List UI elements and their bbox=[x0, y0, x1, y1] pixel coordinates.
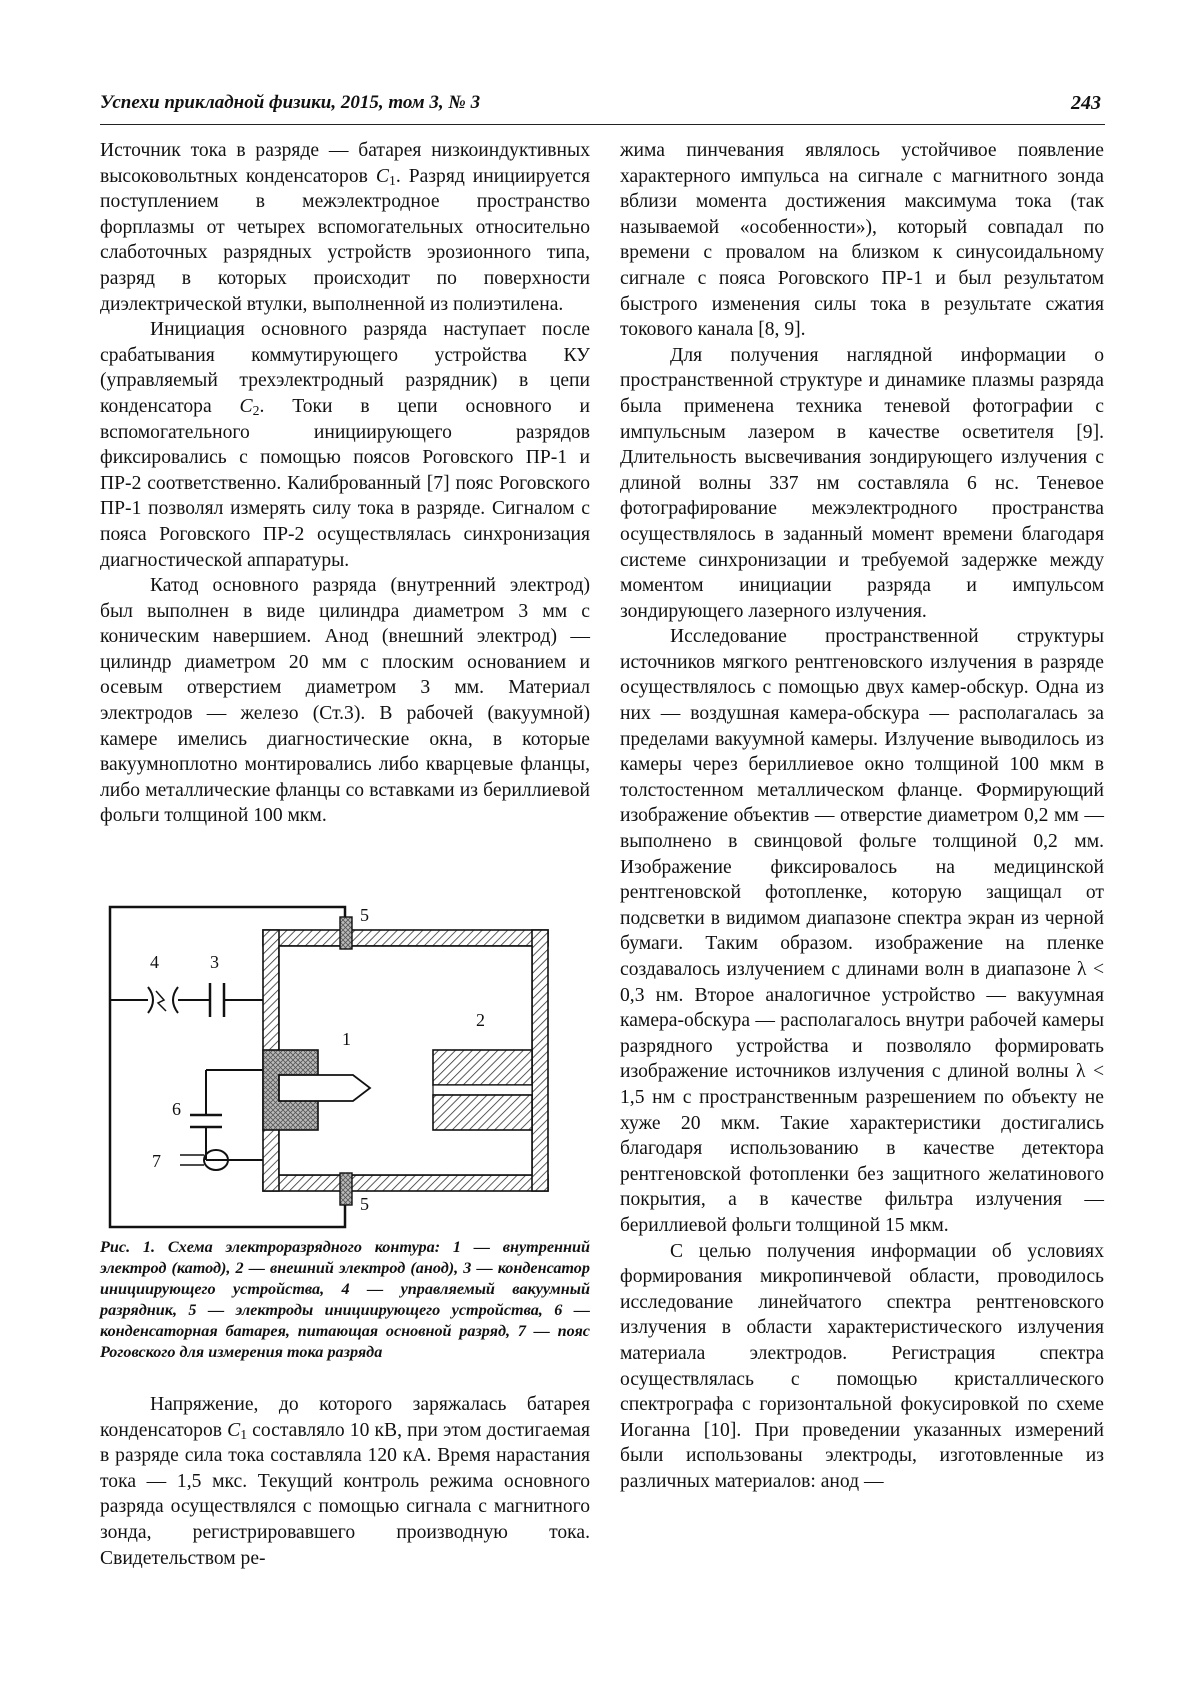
left-column-top bbox=[100, 138, 590, 829]
label-4: 4 bbox=[150, 952, 159, 972]
electrode-top bbox=[340, 917, 352, 949]
anode bbox=[433, 1050, 532, 1085]
paragraph: Катод основного разряда (внутренний электрод) был выполнен в виде цилиндра диаметром 3 мм с коническим навершием. Анод (внешний электрод) — цилиндр диаметром 20 мм с плоским основанием и осевым отверстием диаметром 3 мм. Материал электродов — железо (Ст.3). В рабочей (вакуумной) камере имелись диагностические окна, в которые вакуумноплотно монтировались либо кварцевые фланцы, либо металлические фланцы со вставками из бериллиевой фольги толщиной 100 мкм. bbox=[100, 575, 590, 827]
figure-caption: Рис. 1. Схема электроразрядного контура: 1 — внутренний электрод (катод), 2 — внешний электрод (анод), 3 — конденсатор инициирующего устройства, 4 — управляемый вакуумный разрядник, 5 — электроды инициирующего устройства, 6 — конденсаторная батарея, питающая основной разряд, 7 — пояс Роговского для измерения тока разряда bbox=[100, 1238, 590, 1361]
electrode-bottom bbox=[340, 1173, 352, 1205]
journal-title: Успехи прикладной физики, 2015, том 3, № 3 bbox=[100, 92, 481, 113]
paragraph: Исследование пространственной структуры источников мягкого рентгеновского излучения в разряде осуществлялось с помощью двух камер-обскур. Одна из них — воздушная камера-обскура — располагалась за пределами вакуумной камеры. Излучение выводилось из камеры через бериллиевое окно толщиной 100 мкм в толстостенном металлическом фланце. Формирующий изображение объектив — отверстие диаметром 0,2 мм — выполнено в свинцовой фольге толщиной 0,2 мм. Изображение фиксировалось на медицинской рентгеновской фотопленке, которую защищал от подсветки в видимом диапазоне спектра экран из черной бумаги. Таким образом. изображение на пленке создавалось излучением с длинами волн в диапазоне λ < 0,3 нм. Второе аналогичное устройство — вакуумная камера-обскура — располагалось внутри рабочей камеры разрядного устройства и позволяло формировать изображение источников излучения с длиной волны λ < 1,5 нм с пространственным разрешением по объекту не хуже 20 мкм. Такие характеристики достигались благодаря использованию в качестве детектора рентгеновской фотопленки без защитного желатинового покрытия, а в качестве фильтра излучения — бериллиевой фольги толщиной 15 мкм. bbox=[620, 626, 1104, 1236]
paragraph: жима пинчевания являлось устойчивое появление характерного импульса на сигнале с магнитного зонда вблизи момента достижения максимума тока (так называемой «особенности»), который совпадал по времени с провалом на близком к синусоидальному сигнале с пояса Роговского ПР-1 и был результатом быстрого изменения силы тока в результате сжатия токового канала [8, 9]. bbox=[620, 140, 1104, 341]
left-column-bottom bbox=[100, 1392, 590, 1571]
paragraph: Источник тока в разряде — батарея низкоиндуктивных высоковольтных конденсаторов $C_1$. Разряд инициируется поступлением в межэлектродное пространство форплазмы от четырех вспомогательных относительно слаботочных разрядных устройств эрозионного типа, разряд в которых происходит по поверхности диэлектрической втулки, выполненной из полиэтилена. bbox=[100, 140, 590, 315]
page-number: 243 bbox=[1071, 92, 1101, 114]
paragraph: Напряжение, до которого заряжалась батарея конденсаторов $C_1$ составляло 10 кВ, при этом достигаемая в разряде сила тока составляла 120 кА. Время нарастания тока — 1,5 мкс. Текущий контроль режима основного разряда осуществлялся с помощью сигнала с магнитного зонда, регистрировавшего производную тока. Свидетельством ре- bbox=[100, 1394, 590, 1569]
cathode bbox=[279, 1075, 370, 1101]
paragraph: Для получения наглядной информации о пространственной структуре и динамике плазмы разряда была применена техника теневой фотографии с импульсным лазером в качестве осветителя [9]. Длительность высвечивания зондирующего излучения с длиной волны 337 нм составляла 6 нс. Теневое фотографирование межэлектродного пространства осуществлялось в заданный момент времени благодаря системе синхронизации и требуемой задержке между моментом инициации разряда и импульсом зондирующего лазерного излучения. bbox=[620, 344, 1104, 622]
label-7: 7 bbox=[152, 1151, 161, 1171]
label-6: 6 bbox=[172, 1099, 181, 1119]
running-header bbox=[100, 88, 1105, 125]
label-3: 3 bbox=[210, 952, 219, 972]
label-1: 1 bbox=[342, 1029, 351, 1049]
label-5-top: 5 bbox=[360, 905, 369, 925]
label-2: 2 bbox=[476, 1010, 485, 1030]
circuit-diagram bbox=[108, 905, 578, 1230]
label-5-bottom: 5 bbox=[360, 1194, 369, 1214]
paragraph: С целью получения информации об условиях формирования микропинчевой области, проводилось исследование линейчатого спектра рентгеновского излучения в области характеристического излучения материала электродов. Регистрация спектра осуществлялась с помощью кристаллического спектрографа с горизонтальной фокусировкой по схеме Иоганна [10]. При проведении указанных измерений были использованы электроды, изготовленные из различных материалов: анод — bbox=[620, 1240, 1104, 1492]
paragraph: Инициация основного разряда наступает после срабатывания коммутирующего устройства КУ (управляемый трехэлектродный разрядник) в цепи конденсатора $C_2$. Токи в цепи основного и вспомогательного инициирующего разрядов фиксировались с помощью поясов Роговского ПР-1 и ПР-2 соответственно. Калиброванный [7] пояс Роговского ПР-1 позволял измерять силу тока в разряде. Сигналом с пояса Роговского ПР-2 осуществлялась синхронизация диагностической аппаратуры. bbox=[100, 319, 590, 571]
right-column bbox=[620, 138, 1104, 1494]
